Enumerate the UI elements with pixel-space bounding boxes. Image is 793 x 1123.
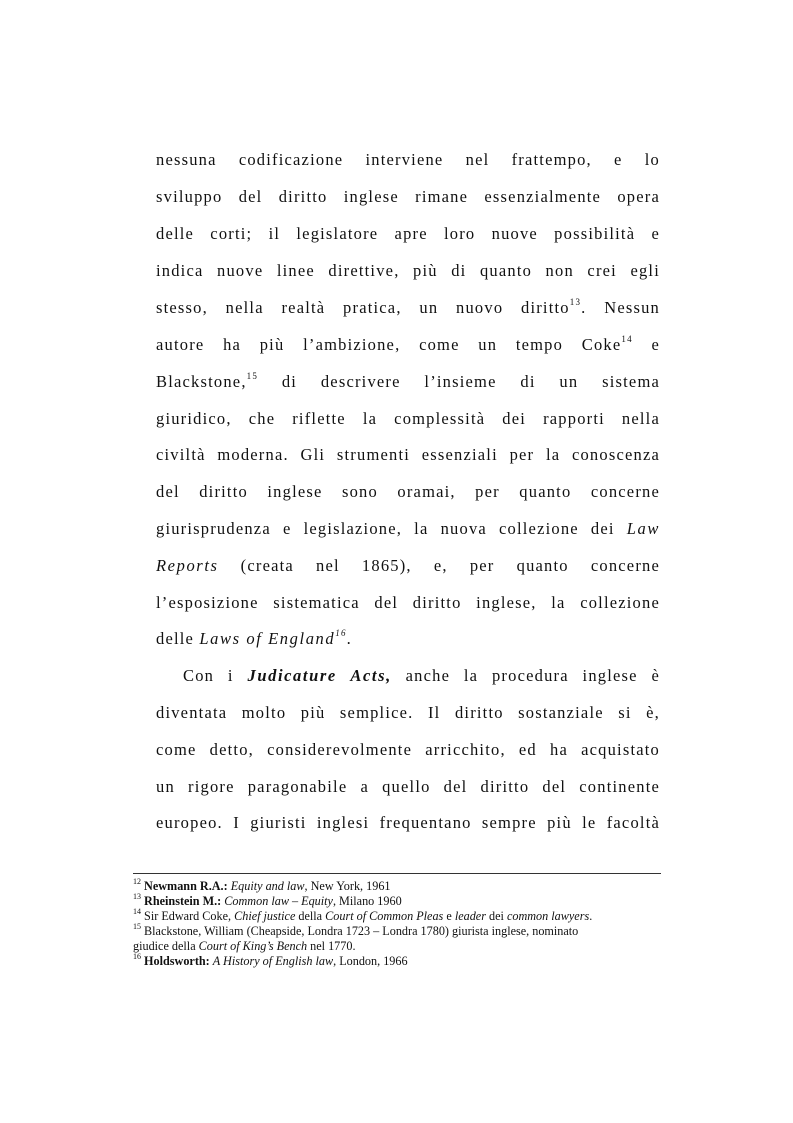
footnote-15-cont: giudice della Court of King’s Bench nel 1770. [133, 939, 356, 953]
body-line: autore ha più l’ambizione, come un tempo Coke$^{14}$ e [156, 333, 660, 354]
body-line: l’esposizione sistematica del diritto inglese, la collezione [156, 593, 660, 612]
footnote-ref-14: 14 [621, 333, 633, 344]
body-line: delle corti; il legislatore apre loro nuove possibilità e [156, 224, 660, 243]
body-line: un rigore paragonabile a quello del diritto del continente [156, 777, 660, 796]
body-line: delle Laws of England$^{16}$. [156, 627, 352, 648]
footnote-13: $^{13}$ Rheinstein M.: Common law – Equity, Milano 1960 [133, 891, 402, 908]
body-line: indica nuove linee direttive, più di quanto non crei egli [156, 261, 660, 280]
footnote-separator [133, 873, 661, 874]
body-line: nessuna codificazione interviene nel frattempo, e lo [156, 150, 660, 169]
footnote-ref-15: 15 [246, 370, 259, 381]
body-line: civiltà moderna. Gli strumenti essenziali per la conoscenza [156, 445, 660, 464]
body-line: europeo. I giuristi inglesi frequentano sempre più le facoltà [156, 813, 660, 832]
footnote-ref-16: 16 [335, 627, 347, 638]
body-line: diventata molto più semplice. Il diritto sostanziale si è, [156, 703, 660, 722]
body-line: stesso, nella realtà pratica, un nuovo diritto$^{13}$. Nessun [156, 296, 660, 317]
footnote-ref-13: 13 [569, 296, 582, 307]
footnote-15: $^{15}$ Blackstone, William (Cheapside, Londra 1723 – Londra 1780) giurista inglese, nominato [133, 921, 579, 938]
body-line: Blackstone,$^{15}$ di descrivere l’insieme di un sistema [156, 370, 660, 391]
body-line: giurisprudenza e legislazione, la nuova collezione dei Law [156, 519, 660, 538]
footnote-16: $^{16}$ Holdsworth: A History of English law, London, 1966 [133, 951, 408, 968]
body-line: del diritto inglese sono oramai, per quanto concerne [156, 482, 660, 501]
footnote-14: $^{14}$ Sir Edward Coke, Chief justice della Court of Common Pleas e leader dei common lawyers. [133, 906, 593, 923]
body-line: sviluppo del diritto inglese rimane essenzialmente opera [156, 187, 660, 206]
body-line: Con i Judicature Acts, anche la procedura inglese è [183, 666, 660, 685]
body-line: giuridico, che riflette la complessità dei rapporti nella [156, 409, 660, 428]
body-line: come detto, considerevolmente arricchito, ed ha acquistato [156, 740, 660, 759]
footnote-12: $^{12}$ Newmann R.A.: Equity and law, New York, 1961 [133, 876, 391, 893]
body-line: Reports (creata nel 1865), e, per quanto concerne [156, 556, 660, 575]
